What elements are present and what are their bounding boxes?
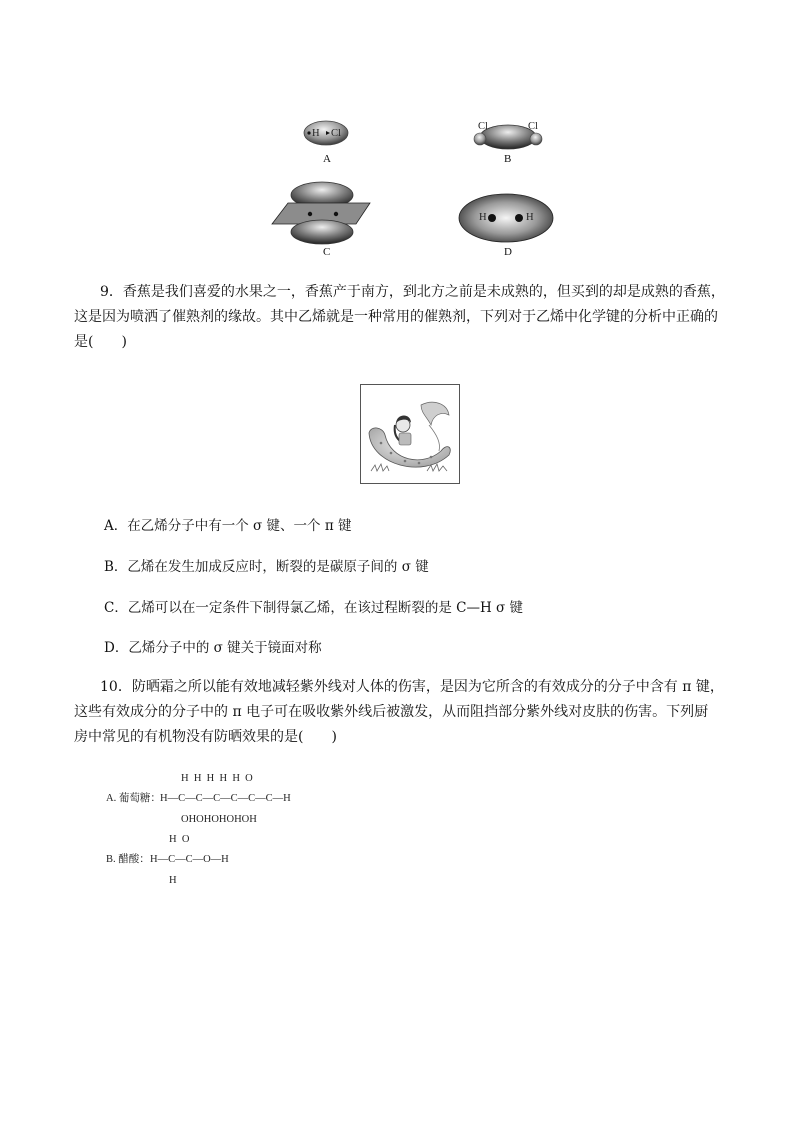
- question-10-line-1: 10．防晒霜之所以能有效地减轻紫外线对人体的伤害，是因为它所含的有效成分的分子中含有 π 键，: [100, 679, 724, 695]
- orbital-a: [304, 121, 348, 145]
- question-10-line-2: 这些有效成分的分子中的 π 电子可在吸收紫外线后被激发，从而阻挡部分紫外线对皮肤的伤害。下列厨: [74, 704, 709, 720]
- question-9-stem: [74, 280, 734, 355]
- orbital-d-atom-2: H: [526, 212, 534, 223]
- glucose-bottom-row: OHOHOHOHOH: [181, 814, 257, 825]
- orbital-d-caption: D: [504, 246, 512, 258]
- orbital-d-atom-1: H: [479, 212, 487, 223]
- glucose-structure: [104, 770, 324, 826]
- acetic-top-row: H O: [169, 834, 190, 845]
- orbital-b-atom-2: Cl: [528, 121, 538, 132]
- question-9-line-3: 是( ): [74, 334, 127, 350]
- question-10-line-3: 房中常见的有机物没有防晒效果的是( ): [74, 729, 337, 745]
- acetic-label: B. 醋酸：: [106, 854, 150, 865]
- question-9-option-a[interactable]: A．在乙烯分子中有一个 σ 键、一个 π 键: [104, 518, 352, 534]
- question-9-line-1: 9．香蕉是我们喜爱的水果之一，香蕉产于南方，到北方之前是未成熟的，但买到的却是成熟的香蕉，: [100, 284, 725, 300]
- orbital-c: [272, 182, 370, 244]
- glucose-main-chain: H—C—C—C—C—C—C—H: [160, 793, 291, 804]
- orbital-b: [474, 121, 542, 149]
- orbital-a-caption: A: [323, 153, 331, 165]
- question-9-option-d[interactable]: D．乙烯分子中的 σ 键关于镜面对称: [104, 640, 322, 656]
- orbital-d: [459, 194, 553, 242]
- question-9-option-b[interactable]: B．乙烯在发生加成反应时，断裂的是碳原子间的 σ 键: [104, 559, 429, 575]
- acetic-bottom-row: H: [169, 875, 177, 886]
- orbital-a-atom-1: H: [312, 128, 320, 139]
- question-9-line-2: 这是因为喷洒了催熟剂的缘故。其中乙烯就是一种常用的催熟剂，下列对于乙烯中化学键的分析中正确的: [74, 309, 718, 325]
- orbital-b-atom-1: Cl: [478, 121, 488, 132]
- banana-illustration: [360, 384, 460, 484]
- glucose-label: A. 葡萄糖：: [106, 793, 161, 804]
- acetic-acid-structure: [104, 830, 274, 888]
- question-9-option-c[interactable]: C．乙烯可以在一定条件下制得氯乙烯，在该过程断裂的是 C—H σ 键: [104, 600, 524, 616]
- banana-girl-icon: [361, 385, 459, 483]
- orbital-b-caption: B: [504, 153, 512, 165]
- question-10-stem: [74, 675, 734, 750]
- orbital-c-caption: C: [323, 246, 331, 258]
- orbital-figure: [260, 115, 580, 265]
- glucose-top-row: H H H H H O: [181, 773, 253, 784]
- orbital-a-atom-2: Cl: [331, 128, 341, 139]
- acetic-main-chain: H—C—C—O—H: [150, 854, 229, 865]
